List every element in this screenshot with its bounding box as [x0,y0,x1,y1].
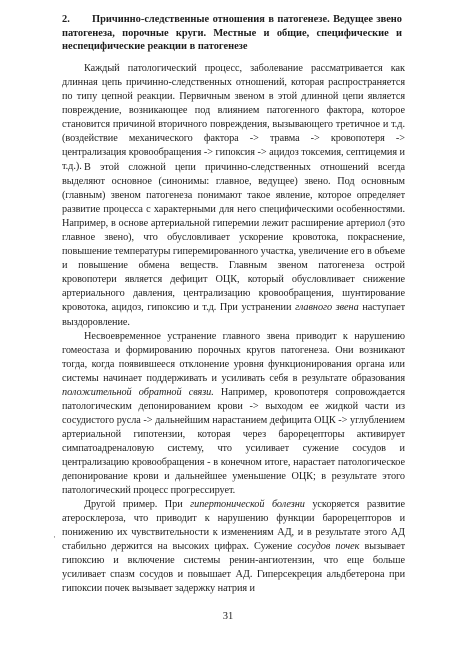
paragraph-2-text-b: наступает выздоровление. [62,302,406,328]
section-heading [62,13,402,54]
paragraph-4-italic-1: гипертонической болезни [190,499,305,511]
paragraph-3-italic: положительной обратной связи. [62,386,214,398]
paragraph-1: Каждый патологический процесс, заболевание рассматривается как длинная цепь причинно-следственных отношений, которая распространяется по типу цепной реакции. Первичным звеном в этой длинной цепи является повреждение, возникающее под влиянием патогенного фактора, которое становится причиной вторичного повреждения, вызывающего третичное и т.д. (воздействие механического фактора -> травма -> кровопотеря -> централизация кровообращения -> гипоксия -> ацидоз токсемия, септицемия и т.д.). [62,63,405,173]
paragraph-3-text-b: Например, кровопотеря сопровождается патологическим депонированием крови -> выходом ее жидкой части из сосудистого русла -> дальнейшим нарастанием дефицита ОЦК -> углублением артериальной гипотензии, которая через барорецепторы активирует симпатоадреналовую систему, что усиливает сужение сосудов и централизацию кровообращения - в конечном итоге, нарастает патологическое депонирование крови и дальнейшее уменьшение ОЦК; в результате этого патологический процесс прогрессирует. [62,386,406,497]
paragraph-4-text-a: Другой пример. При [84,499,191,511]
section-number: 2. [62,14,70,25]
paragraph-3 [62,330,405,499]
paragraph-4-text-b: ускоряется развитие атеросклероза, что приводит к нарушению функции барорецепторов и понижению их чувствительности к изменениям АД, и в результате этого АД стабильно держится на высоких цифрах. Сужение [62,499,405,553]
margin-dot-mark: · [53,532,56,542]
paragraph-2-text-a: В этой сложной цепи причинно-следственных отношений всегда выделяют основное (синонимы: главное, ведущее) звено. Под основным (главным) звеном патогенеза понимают такое явление, которое определяет развитие процесса с характерными для него специфическими особенностями. Например, в основе артериальной гиперемии лежит расширение артериол (это главное звено), что обусловливает ускорение кровотока, покраснение, повышение температуры гиперемированного участка, увеличение его в объеме и повышение обмена веществ. Главным звеном патогенеза острой кровопотери является дефицит ОЦК, который обусловливает снижение артериального давления, централизацию кровообращения, шунтирование кровотока, ацидоз, гипоксию и т.д. При устранении [62,162,405,314]
paragraph-2-italic: главного звена [295,302,359,314]
paragraphs-main-block [62,161,405,596]
paragraph-3-text-a: Несвоевременное устранение главного звена приводит к нарушению гомеостаза и формированию порочных кругов патогенеза. Они возникают тогда, когда появившееся отклонение уровня функционирования органа или системы начинает поддерживать и усиливать себя в результате образования [62,330,405,384]
page-number: 31 [222,611,234,622]
paragraph-4-text-c: вызывает гипоксию и включение системы ренин-ангиотензин, что еще больше усиливает спазм сосудов и повышает АД. Гиперсекреция альдбетерона при гипоксии почек вызывает задержку натрия и [62,541,406,595]
paragraph-4 [62,498,405,596]
paragraph-1-block [62,62,405,174]
section-title: Причинно-следственные отношения в патогенезе. Ведущее звено патогенеза, порочные круги. Местные и общие, специфические и неспецифические реакции в патогенезе [62,14,402,53]
paragraph-4-italic-2: сосудов почек [297,541,360,553]
paragraph-2 [62,161,405,330]
